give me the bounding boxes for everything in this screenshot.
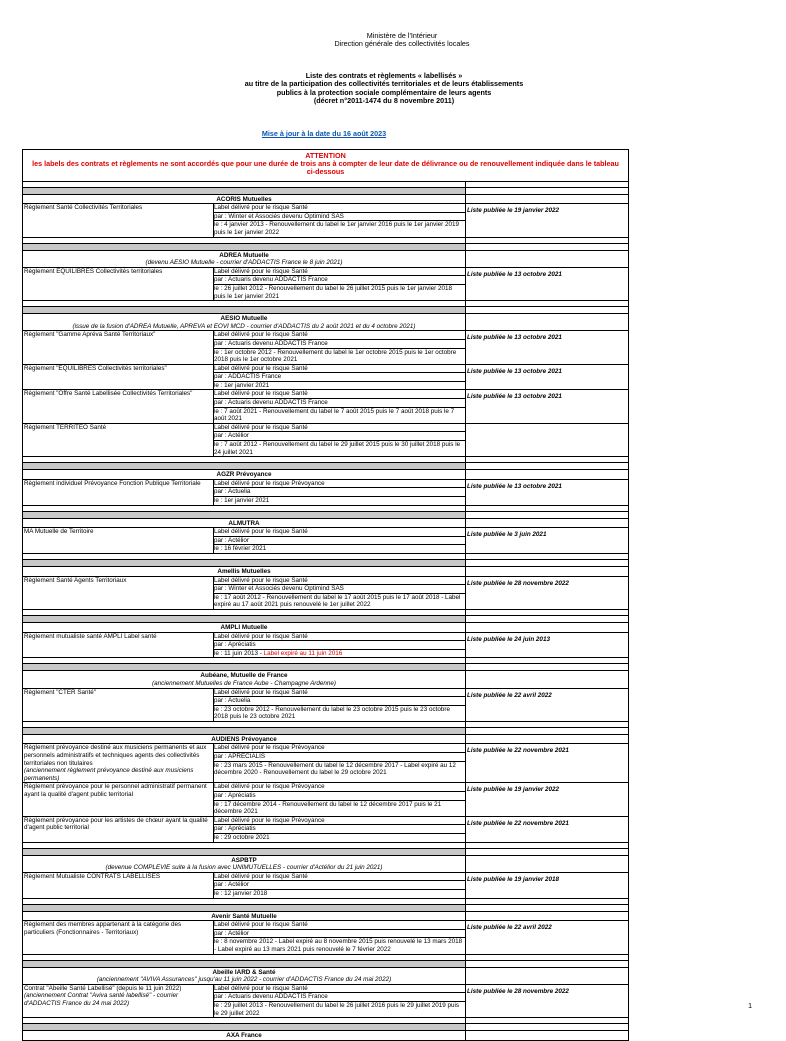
contract-cell (23, 267, 214, 300)
label-text: le : 16 février 2021 (214, 545, 267, 553)
label-detail (213, 641, 466, 650)
contract-name: Règlement TERRITEO Santé (24, 423, 107, 431)
label-text: le : 7 août 2021 - Renouvellement du label le 7 août 2015 puis le 7 août 2018 puis le 7 août 2021 (214, 407, 455, 423)
label-text: Label délivré pour le risque Santé (214, 267, 308, 275)
organization-name: ADREA Mutuelle (219, 251, 269, 259)
label-detail (213, 537, 466, 546)
label-detail (213, 349, 466, 364)
label-detail (213, 528, 466, 537)
contract-cell (23, 364, 214, 390)
label-cell (214, 423, 466, 456)
label-detail (213, 497, 466, 505)
label-text: par : Actélior (214, 929, 249, 937)
contract-row (23, 872, 629, 898)
separator-row (23, 960, 629, 967)
contract-row (23, 783, 629, 816)
label-detail (213, 382, 466, 390)
organization-row (23, 855, 629, 872)
label-table (22, 149, 629, 1041)
contract-row (23, 479, 629, 505)
contract-name: Règlement EQUILIBRES Collectivités territoriales (24, 267, 163, 275)
contract-name: Règlement mutualiste santé AMPLI Label santé (24, 632, 157, 640)
label-detail (213, 783, 466, 792)
label-text: Label délivré pour le risque Santé (214, 204, 308, 212)
label-detail (213, 390, 466, 399)
organization-row (23, 967, 629, 984)
label-detail (213, 432, 466, 441)
label-text: le : 1er janvier 2021 (214, 381, 270, 389)
contract-note: (anciennement Contrat "Aviva santé labellisé" - courrier d'ADDACTIS France du 24 mai 2022) (24, 992, 179, 1007)
publication-status: Liste publiée le 13 octobre 2021 (467, 393, 562, 401)
label-detail (213, 577, 466, 586)
contract-name: Règlement individuel Prévoyance Fonction Publique Territoriale (24, 479, 201, 487)
status-cell (466, 528, 629, 554)
status-cell (466, 783, 629, 816)
organization-row (23, 250, 629, 267)
label-detail (213, 762, 466, 777)
organization-note: (issue de la fusion d'ADREA Mutuelle, APREVA et EOVI MCD - courrier d'ADDACTIS du 2 août 2021 et du 4 octobre 2021) (72, 322, 416, 330)
publication-status (467, 424, 627, 427)
publication-status: Liste publiée le 13 octobre 2021 (467, 270, 562, 278)
label-cell (214, 267, 466, 300)
label-text: Label délivré pour le risque Prévoyance (214, 479, 325, 487)
label-text: par : Actélior (214, 536, 249, 544)
label-detail (213, 285, 466, 300)
publication-status: Liste publiée le 19 janvier 2022 (467, 786, 560, 794)
contract-name: MA Mutuelle de Territoire (24, 528, 94, 536)
contract-name: Règlement Mutualiste CONTRATS LABELLISES (24, 872, 161, 880)
contract-row (23, 364, 629, 390)
label-text: le : 11 juin 2013 - (214, 649, 264, 657)
separator-row (23, 904, 629, 911)
status-cell (466, 984, 629, 1017)
label-text: le : 1er janvier 2021 (214, 497, 270, 505)
label-cell (214, 744, 466, 783)
attention-row (23, 150, 629, 182)
contract-cell (23, 632, 214, 658)
label-detail (213, 441, 466, 456)
contract-row (23, 423, 629, 456)
label-detail (213, 921, 466, 930)
label-detail (213, 399, 466, 408)
label-text: par : Actuaris devenu ADDACTIS France (214, 339, 328, 347)
label-text: le : 4 janvier 2013 - Renouvellement du label le 1er janvier 2016 puis le 1er janvier 2019 puis le 1er janvier 2022 (214, 221, 460, 236)
contract-cell (23, 816, 214, 842)
status-cell (466, 816, 629, 842)
label-detail (213, 930, 466, 939)
contract-row (23, 688, 629, 721)
label-text: par : Apréciatis (214, 792, 256, 800)
label-detail (213, 268, 466, 277)
label-text: le : 7 août 2012 - Renouvellement du label le 29 juillet 2015 puis le 30 juillet 2018 puis le 24 juillet 2021 (214, 441, 461, 456)
label-detail (213, 938, 466, 953)
contract-cell (23, 390, 214, 423)
publication-status: Liste publiée le 22 novembre 2021 (467, 819, 569, 827)
organization-row (23, 566, 629, 576)
label-detail (213, 633, 466, 642)
separator-row (23, 615, 629, 622)
document-title (0, 72, 768, 106)
label-detail (213, 365, 466, 374)
contract-cell (23, 204, 214, 237)
label-text: Label délivré pour le risque Prévoyance (214, 783, 325, 791)
label-detail (213, 331, 466, 340)
organization-note: (anciennement "AVIVA Assurances" jusqu'au 11 juin 2022 - courrier d'ADDACTIS France du 24 mai 2022) (96, 976, 392, 984)
label-detail (213, 890, 466, 898)
direction-name: Direction générale des collectivités locales (334, 39, 470, 49)
label-cell (214, 528, 466, 554)
organization-name: ALMUTRA (228, 519, 260, 527)
attention-text: les labels des contrats et règlements ne sont accordés que pour une durée de trois ans à compter de leur date de délivrance ou de renouvellement indiquée dans le tableau ci-dessous (32, 159, 619, 177)
label-detail (213, 213, 466, 222)
contract-cell (23, 688, 214, 721)
label-detail (213, 801, 466, 816)
label-cell (214, 984, 466, 1017)
separator-row (23, 463, 629, 470)
status-cell (466, 267, 629, 300)
status-cell (466, 364, 629, 390)
label-text: Label délivré pour le risque Prévoyance (214, 816, 325, 824)
publication-status: Liste publiée le 22 avril 2022 (467, 924, 552, 932)
contract-name: Règlement "EQUILIBRES Collectivités territoriales" (24, 364, 167, 372)
contract-name: Contrat "Abeille Santé Labellisé" (depuis le 11 juin 2022) (24, 984, 182, 992)
label-text: le : 23 octobre 2012 - Renouvellement du label le 23 octobre 2015 puis le 23 octobre 2018 puis le 23 octobre 2021 (214, 705, 450, 721)
label-text: le : 12 janvier 2018 (214, 889, 268, 897)
organization-note: (devenu AESIO Mutuelle - courrier d'ADDACTIS France le 8 juin 2021) (145, 259, 343, 267)
contract-row (23, 267, 629, 300)
label-detail (213, 744, 466, 753)
label-text: Label délivré pour le risque Prévoyance (214, 744, 325, 752)
contract-name: Règlement des membres appartenant à la catégorie des particuliers (Fonctionnaires - Territoriaux) (24, 921, 182, 936)
label-table-container (22, 149, 628, 1040)
contract-row (23, 816, 629, 842)
label-detail (213, 825, 466, 834)
contract-row (23, 744, 629, 783)
status-cell (466, 204, 629, 237)
label-text: par : Actuaris devenu ADDACTIS France (214, 276, 328, 284)
label-expired: Label expiré au 11 juin 2016 (263, 649, 343, 657)
label-text: Label délivré pour le risque Santé (214, 390, 308, 398)
separator-row (23, 511, 629, 518)
publication-status: Liste publiée le 28 novembre 2022 (467, 579, 569, 587)
title-line: au titre de la participation des collectivités territoriales et de leurs établissements (244, 79, 524, 89)
organization-note: (devenue COMPLEVIE suite à la fusion avec UNIMUTUELLES - courrier d'Actélior du 21 juin 2021) (105, 864, 383, 872)
publication-status: Liste publiée le 13 octobre 2021 (467, 482, 562, 490)
label-cell (214, 632, 466, 658)
label-text: Label délivré pour le risque Santé (214, 688, 308, 696)
label-detail (213, 650, 466, 658)
label-detail (213, 697, 466, 706)
separator-row (23, 187, 629, 194)
contract-cell (23, 921, 214, 954)
label-detail (213, 834, 466, 842)
label-text: le : 29 octobre 2021 (214, 834, 270, 842)
label-text: le : 17 août 2012 - Renouvellement du label le 17 août 2015 puis le 17 août 2018 - Label expiré au 17 août 2021 puis renouvelé le 1er juillet 2022 (214, 593, 461, 609)
label-text: Label délivré pour le risque Santé (214, 423, 308, 431)
label-cell (214, 816, 466, 842)
label-detail (213, 373, 466, 382)
label-detail (213, 1002, 466, 1017)
label-text: Label délivré pour le risque Santé (214, 331, 308, 339)
label-cell (214, 872, 466, 898)
label-detail (213, 689, 466, 698)
label-cell (214, 390, 466, 423)
label-detail (213, 873, 466, 882)
organization-note: (anciennement Mutuelles de France Aube - Champagne Ardenne) (152, 679, 336, 687)
publication-status: Liste publiée le 3 juin 2021 (467, 531, 547, 539)
contract-note: (anciennement règlement prévoyance destiné aux musiciens permanents) (24, 767, 194, 782)
label-detail (213, 881, 466, 890)
contract-name: Règlement prévoyance pour les artistes de chœur ayant la qualité d'agent public territorial (24, 816, 208, 832)
label-text: Label délivré pour le risque Santé (214, 364, 308, 372)
label-text: Label délivré pour le risque Santé (214, 872, 308, 880)
organization-row (23, 622, 629, 632)
contract-name: Règlement Santé Agents Territoriaux (24, 576, 127, 584)
contract-row (23, 528, 629, 554)
contract-cell (23, 783, 214, 816)
contract-name: Règlement Santé Collectivités Territoriales (24, 204, 143, 212)
organization-name: Aubéane, Mutuelle de France (200, 672, 288, 680)
label-detail (213, 594, 466, 609)
separator-row (23, 664, 629, 671)
contract-row (23, 576, 629, 609)
label-text: Label délivré pour le risque Santé (214, 576, 308, 584)
title-line: (décret n°2011-1474 du 8 novembre 2011) (313, 96, 455, 106)
attention-title: ATTENTION (305, 151, 346, 160)
contract-cell (23, 872, 214, 898)
organization-row (23, 518, 629, 528)
separator-row (23, 848, 629, 855)
label-detail (213, 204, 466, 213)
label-detail (213, 340, 466, 349)
label-detail (213, 993, 466, 1002)
label-text: par : Actélior (214, 432, 249, 440)
label-detail (213, 753, 466, 762)
contract-name: Règlement prévoyance destiné aux musiciens permanents et aux personnels administratifs et techniques agents des collectivités territoriales non titulaires (24, 744, 207, 767)
label-text: par : Actuaris devenu ADDACTIS France (214, 993, 328, 1001)
status-cell (466, 744, 629, 783)
label-text: le : 17 décembre 2014 - Renouvellement du label le 12 décembre 2017 puis le 21 décembre 2021 (214, 800, 442, 816)
organization-row (23, 671, 629, 688)
publication-status: Liste publiée le 13 octobre 2021 (467, 367, 562, 375)
organization-name: AUDIENS Prévoyance (211, 735, 277, 743)
label-text: par : Actuelia (214, 697, 251, 705)
contract-name: Règlement "CTER Santé" (24, 688, 97, 696)
label-detail (213, 408, 466, 423)
organization-name: ASPBTP (231, 856, 257, 864)
status-cell (466, 576, 629, 609)
contract-cell (23, 984, 214, 1017)
publication-status: Liste publiée le 22 novembre 2021 (467, 747, 569, 755)
status-cell (466, 688, 629, 721)
title-line: publics à la protection sociale complémentaire de leurs agents (276, 87, 492, 97)
label-cell (214, 688, 466, 721)
contract-name: Règlement "Offre Santé Labellisée Collectivités Territoriales" (24, 390, 193, 398)
contract-row (23, 921, 629, 954)
label-text: par : ADDACTIS France (214, 373, 282, 381)
label-detail (213, 585, 466, 594)
separator-row (23, 727, 629, 734)
organization-name: Amellis Mutuelles (217, 567, 271, 575)
status-cell (466, 479, 629, 505)
label-text: Label délivré pour le risque Santé (214, 921, 308, 929)
label-text: par : Apréciatis (214, 825, 256, 833)
organization-row (23, 314, 629, 331)
organization-name: AESIO Mutuelle (220, 315, 268, 323)
contract-row (23, 331, 629, 364)
label-text: le : 8 novembre 2012 - Label expiré au 8 novembre 2015 puis renouvelé le 13 mars 2018 - Label expiré au 13 mars 2021 puis renouvelé le 7 février 2022 (214, 938, 463, 953)
contract-cell (23, 423, 214, 456)
label-cell (214, 783, 466, 816)
label-text: Label délivré pour le risque Santé (214, 984, 308, 992)
label-text: par : Actuaris devenu ADDACTIS France (214, 399, 328, 407)
label-detail (213, 817, 466, 826)
separator-row (23, 1024, 629, 1031)
label-text: Label délivré pour le risque Santé (214, 528, 308, 536)
label-text: le : 29 juillet 2013 - Renouvellement du label le 26 juillet 2016 puis le 29 juillet 2019 puis le 29 juillet 2022 (214, 1001, 460, 1017)
contract-row (23, 390, 629, 423)
status-cell (466, 921, 629, 954)
separator-row (23, 243, 629, 250)
label-cell (214, 204, 466, 237)
label-detail (213, 706, 466, 721)
organization-name: AMPLI Mutuelle (220, 623, 268, 631)
separator-row (23, 307, 629, 314)
organization-name: Avenir Santé Mutuelle (211, 912, 277, 920)
label-text: par : Winter et Associés devenu Optimind SAS (214, 212, 344, 220)
label-detail (213, 480, 466, 489)
contract-row (23, 632, 629, 658)
organization-row (23, 1031, 629, 1041)
publication-status: Liste publiée le 13 octobre 2021 (467, 334, 562, 342)
label-detail (213, 545, 466, 553)
label-text: le : 1er octobre 2012 - Renouvellement du label le 1er octobre 2015 puis le 1er octobre 2018 puis le 1er octobre 2021 (214, 348, 457, 364)
label-detail (213, 488, 466, 497)
publication-status: Liste publiée le 28 novembre 2022 (467, 987, 569, 995)
status-cell (466, 390, 629, 423)
label-text: par : APRECIALIS (214, 753, 266, 761)
update-date-link[interactable]: Mise à jour à la date du 16 août 2023 (261, 129, 387, 138)
organization-name: ACORIS Mutuelles (216, 195, 272, 203)
contract-cell (23, 528, 214, 554)
status-cell (466, 423, 629, 456)
contract-row (23, 984, 629, 1017)
organization-row (23, 194, 629, 204)
contract-cell (23, 479, 214, 505)
label-cell (214, 921, 466, 954)
status-cell (466, 632, 629, 658)
contract-row (23, 204, 629, 237)
label-text: le : 26 juillet 2012 - Renouvellement du label le 26 juillet 2015 puis le 1er janvier 2018 puis le 1er janvier 2021 (214, 284, 453, 300)
page-number: 1 (748, 1003, 752, 1010)
contract-name: Règlement prévoyance pour le personnel administratif permanent ayant la qualité d'agent public territorial (24, 783, 207, 799)
label-text: Label délivré pour le risque Santé (214, 632, 308, 640)
label-text: le : 23 mars 2015 - Renouvellement du label le 12 décembre 2017 - Label expiré au 12 décembre 2020 - Renouvellement du label le 29 octobre 2021 (214, 761, 456, 777)
label-text: par : Winter et Associés devenu Optimind SAS (214, 585, 344, 593)
label-detail (213, 792, 466, 801)
status-cell (466, 872, 629, 898)
title-line: Liste des contrats et règlements « labellisés » (305, 71, 463, 80)
label-text: par : Actélior (214, 881, 249, 889)
organization-name: AXA France (226, 1032, 262, 1040)
label-detail (213, 221, 466, 236)
organization-name: AGZR Prévoyance (216, 471, 272, 479)
organization-row (23, 734, 629, 744)
label-cell (214, 331, 466, 364)
label-cell (214, 364, 466, 390)
label-detail (213, 276, 466, 285)
separator-row (23, 559, 629, 566)
ministry-name: Ministère de l'Intérieur (366, 31, 438, 40)
publication-status: Liste publiée le 22 avril 2022 (467, 691, 552, 699)
label-text: par : Actuelia (214, 488, 251, 496)
status-cell (466, 331, 629, 364)
label-cell (214, 479, 466, 505)
organization-row (23, 911, 629, 921)
publication-status: Liste publiée le 19 janvier 2022 (467, 207, 560, 215)
organization-name: Abeille IARD & Santé (212, 968, 276, 976)
organization-row (23, 470, 629, 480)
contract-name: Règlement "Gamme Apréva Santé Territoriaux" (24, 331, 156, 339)
contract-cell (23, 576, 214, 609)
label-detail (213, 985, 466, 994)
contract-cell (23, 331, 214, 364)
publication-status: Liste publiée le 24 juin 2013 (467, 635, 550, 643)
publication-status: Liste publiée le 19 janvier 2018 (467, 875, 560, 883)
label-cell (214, 576, 466, 609)
label-detail (213, 424, 466, 433)
ministry-header (18, 32, 786, 49)
contract-cell (23, 744, 214, 783)
label-text: par : Apréciatis (214, 641, 256, 649)
